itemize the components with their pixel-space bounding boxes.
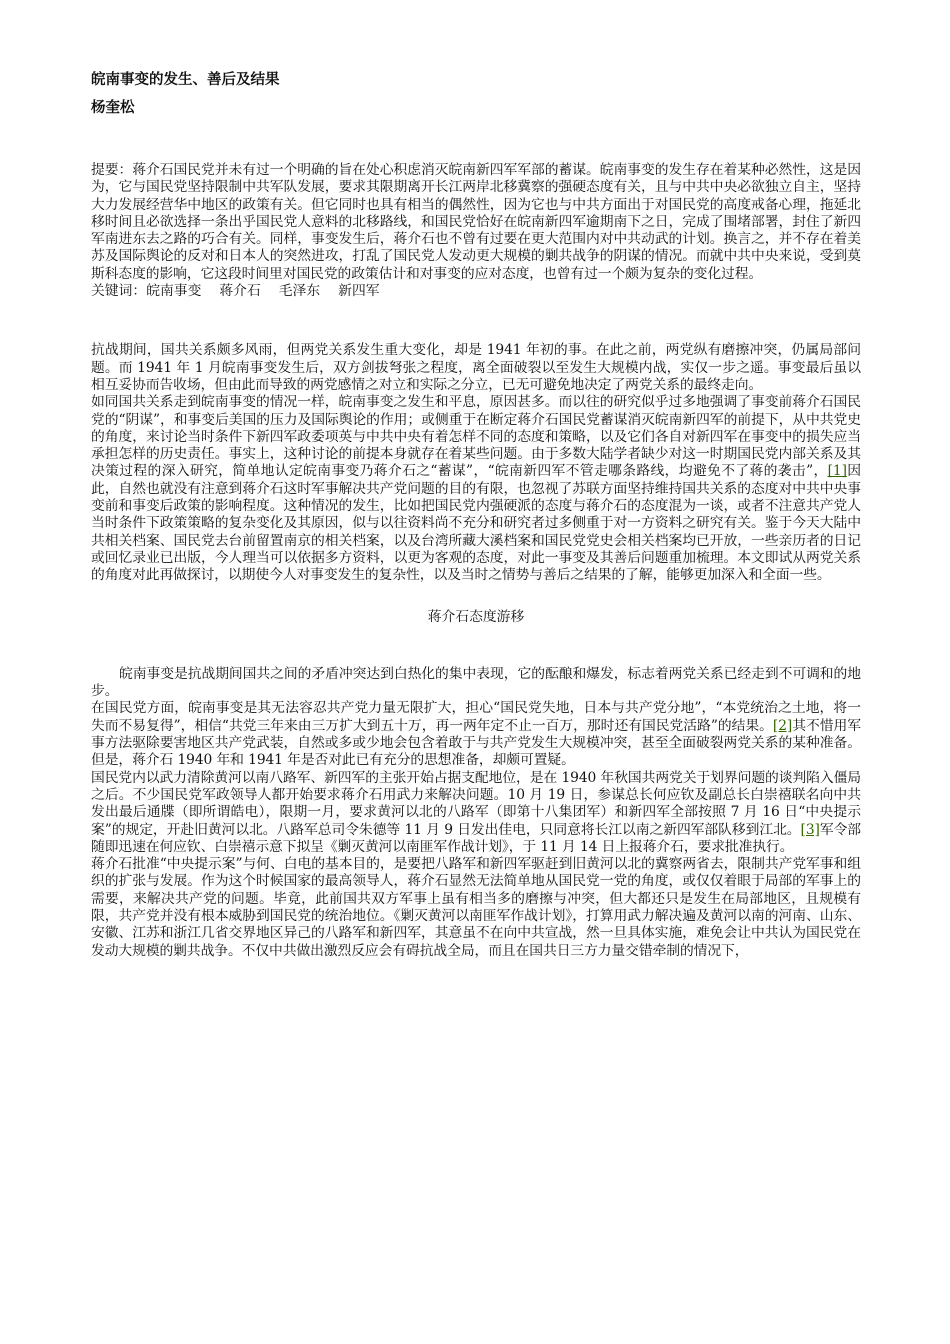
section-paragraph-3 [91, 770, 861, 856]
paragraph-text: 如同国共关系走到皖南事变的情况一样，皖南事变之发生和平息，原因甚多。而以往的研究似乎过多地强调了事变前蒋介石国民党的“阴谋”，和事变后美国的压力及国际舆论的作用；或侧重于在断定蒋介石国民党蓄谋消灭皖南新四军的前提下，从中共党史的角度，来讨论当时条件下新四军政委项英与中共中央有着怎样不同的态度和策略，以及它们各自对新四军在事变中的损失应当承担怎样的历史责任。事实上，这种讨论的前提本身就存在着某些问题。由于多数大陆学者缺少对这一时期国民党内部关系及其决策过程的深入研究，简单地认定皖南事变乃蒋介石之“蓄谋”，“皖南新四军不管走哪条路线，均避免不了蒋的袭击”， [91, 394, 861, 480]
keyword-item: 毛泽东 [278, 283, 321, 300]
paragraph-text: 在国民党方面，皖南事变是其无法容忍共产党力量无限扩大，担心“国民党失地，日本与共产党分地”，“本党统治之土地，将一失而不易复得”，相信“共党三年来由三万扩大到五十万，再一两年定不止一百万，那时还有国民党活路”的结果。 [91, 700, 861, 734]
intro-paragraph-1: 抗战期间，国共关系颇多风雨，但两党关系发生重大变化，却是 1941 年初的事。在此之前，两党纵有磨擦冲突，仍属局部问题。而 1941 年 1 月皖南事变发生后，双方剑拔弩张之程度，离全面破裂以至发生大规模内战，实仅一步之遥。事变最后虽以相互妥协而告收场，但由此而导致的两党感情之对立和实际之分立，已无可避免地决定了两党关系的最终走向。 [91, 342, 861, 393]
keyword-item: 皖南事变 [146, 283, 202, 300]
keyword-item: 蒋介石 [219, 283, 261, 300]
keyword-item: 新四军 [338, 283, 380, 300]
section-paragraph-4: 蒋介石批准“中央提示案”与何、白电的基本目的，是要把八路军和新四军驱赶到旧黄河以北的冀察两省去，限制共产党军事和组织的扩张与发展。作为这个时候国家的最高领导人，蒋介石显然无法简单地从国民党一党的角度，或仅仅着眼于局部的军事上的需要，来解决共产党的问题。毕竟，此前国共双方军事上虽有相当多的磨擦与冲突，但大都还只是发生在局部地区，且规模有限，共产党并没有根本威胁到国民党的统治地位。《剿灭黄河以南匪军作战计划》，打算用武力解决遍及黄河以南的河南、山东、安徽、江苏和浙江几省交界地区异己的八路军和新四军，其意虽不在向中共宣战，然一旦具体实施，难免会让中共认为国民党在发动大规模的剿共战争。不仅中共做出激烈反应会有碍抗战全局，而且在国共日三方力量交错牵制的情况下， [91, 856, 861, 959]
paragraph-text: 因此，自然也就没有注意到蒋介石这时军事解决共产党问题的目的有限，也忽视了苏联方面坚持维持国共关系的态度对中共中央事变前和事变后政策的影响程度。这种情况的发生，比如把国民党内强硬派的态度与蒋介石的态度混为一谈，或者不注意共产党人当时条件下政策策略的复杂变化及其原因，似与以往资料尚不充分和研究者过多侧重于对一方资料之研究有关。鉴于今天大陆中共相关档案、国民党去台前留置南京的相关档案，以及台湾所藏大溪档案和国民党党史会相关档案均已开放，一些亲历者的日记或回忆录业已出版，今人理当可以依据多方资料，以更为客观的态度，对此一事变及其善后问题重加梳理。本文即试从两党关系的角度对此再做探讨，以期使今人对事变发生的复杂性，以及当时之情势与善后之结果的了解，能够更加深入和全面一些。 [91, 463, 862, 584]
keywords-line [91, 283, 861, 300]
section-heading: 蒋介石态度游移 [427, 608, 525, 625]
paragraph-text: 国民党内以武力清除黄河以南八路军、新四军的主张开始占据支配地位，是在 1940 年秋国共两党关于划界问题的谈判陷入僵局之后。不少国民党军政领导人都开始要求蒋介石用武力来解决问题。10 月 19 日，参谋总长何应钦及副总长白崇禧联名向中共发出最后通牒（即所谓皓电），限期一月，要求黄河以北的八路军（即第十八集团军）和新四军全部按照 7 月 16 日“中央提示案”的规定，开赴旧黄河以北。八路军总司令朱德等 11 月 9 日发出佳电，只同意将长江以南之新四军部队移到江北。 [91, 769, 861, 838]
section-paragraph-1: 皖南事变是抗战期间国共之间的矛盾冲突达到白热化的集中表现，它的酝酿和爆发，标志着两党关系已经走到不可调和的地步。 [91, 665, 861, 700]
article-title: 皖南事变的发生、善后及结果 [91, 72, 280, 88]
keywords-label: 关键词： [91, 283, 147, 300]
footnote-link-1[interactable]: [1] [827, 463, 847, 480]
section-paragraph-2 [91, 700, 861, 769]
footnote-link-2[interactable]: [2] [772, 717, 793, 734]
paragraph-text: 军令部随即迅速在何应钦、白崇禧示意下拟呈《剿灭黄河以南匪军作战计划》，于 11 月 14 日上报蒋介石，要求批准执行。 [91, 821, 861, 855]
document-page [91, 70, 861, 960]
paragraph-text: 其不惜用军事方法驱除要害地区共产党武装，自然或多或少地会包含着敢于与共产党发生大规模冲突，甚至全面破裂两党关系的某种准备。但是，蒋介石 1940 年和 1941 年是否对此已有充分的思想准备，却颇可置疑。 [91, 717, 862, 769]
intro-paragraph-2 [91, 394, 861, 584]
article-author: 杨奎松 [91, 100, 135, 116]
footnote-link-3[interactable]: [3] [800, 821, 820, 838]
abstract-paragraph: 提要：蒋介石国民党并未有过一个明确的旨在处心积虑消灭皖南新四军军部的蓄谋。皖南事变的发生存在着某种必然性，这是因为，它与国民党坚持限制中共军队发展，要求其限期离开长江两岸北移冀察的强硬态度有关，且与中共中央必欲独立自主，坚持大力发展经营华中地区的政策有关。但它同时也具有相当的偶然性，因为它也与中共方面出于对国民党的高度戒备心理，拖延北移时间且必欲选择一条出乎国民党人意料的北移路线，和国民党恰好在皖南新四军逾期南下之日，完成了围堵部署，封住了新四军南进东去之路的巧合有关。同样，事变发生后，蒋介石也不曾有过要在更大范围内对中共动武的计划。换言之，并不存在着美苏及国际舆论的反对和日本人的突然进攻，打乱了国民党人发动更大规模的剿共战争的阴谋的情况。而就中共中央来说，受到莫斯科态度的影响，它这段时间里对国民党的政策估计和对事变的应对态度，也曾有过一个颇为复杂的变化过程。 [91, 162, 861, 282]
